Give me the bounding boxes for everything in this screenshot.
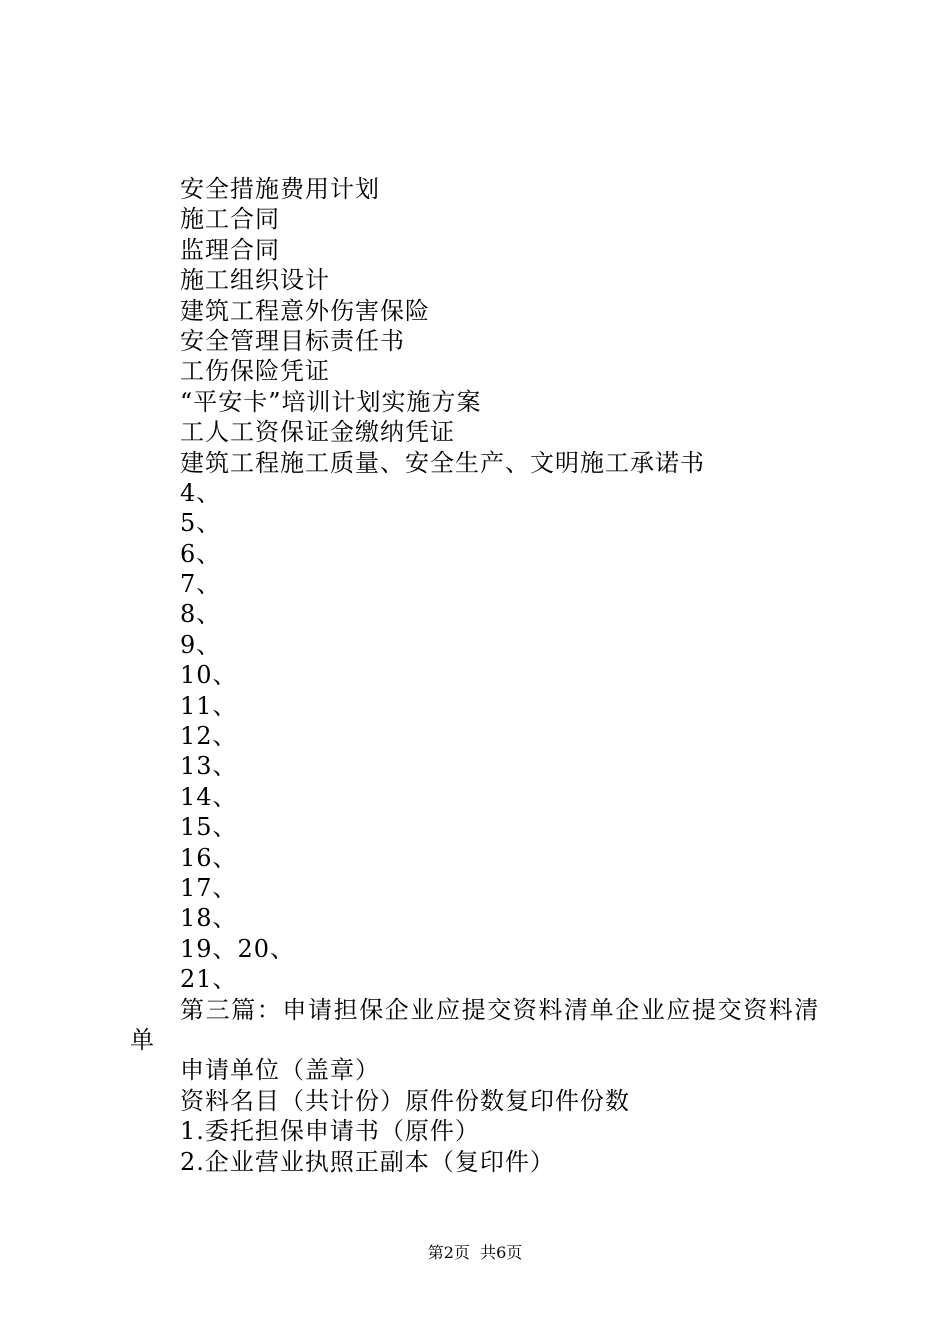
numbered-line: 4、 [180,478,222,507]
numbered-line: 11、 [180,691,238,720]
numbered-line: 21、 [180,965,238,994]
page-footer: 第2页 共6页 [427,1243,523,1262]
body-line: 1.委托担保申请书（原件） [180,1117,480,1146]
body-line: 工人工资保证金缴纳凭证 [180,418,455,447]
numbered-line: 12、 [180,722,238,751]
body-line: 监理合同 [180,235,280,264]
body-line: 建筑工程意外伤害保险 [180,296,430,325]
body-line: 安全措施费用计划 [180,175,380,203]
body-line: 建筑工程施工质量、安全生产、文明施工承诺书 [180,448,705,477]
numbered-line: 6、 [180,539,222,568]
body-line: 申请单位（盖章） [180,1056,380,1085]
numbered-line: 7、 [180,570,222,599]
numbered-line: 10、 [180,661,238,690]
document-body [130,174,840,1177]
numbered-line: 13、 [180,752,238,781]
body-line: 2.企业营业执照正副本（复印件） [180,1147,555,1176]
numbered-line: 5、 [180,509,222,538]
body-line: “平安卡”培训计划实施方案 [180,387,482,416]
body-line: 施工组织设计 [180,266,330,295]
body-line: 资料名目（共计份）原件份数复印件份数 [180,1086,630,1115]
numbered-line: 19、20、 [180,934,296,963]
body-line: 工伤保险凭证 [180,357,330,386]
numbered-line: 17、 [180,873,238,902]
numbered-line: 8、 [180,600,222,629]
section-heading: 第三篇：申请担保企业应提交资料清单企业应提交资料清单 [130,995,820,1054]
numbered-line: 9、 [180,630,222,659]
numbered-line: 15、 [180,813,238,842]
numbered-line: 16、 [180,843,238,872]
body-line: 施工合同 [180,205,280,234]
numbered-line: 14、 [180,782,238,811]
body-line: 安全管理目标责任书 [180,326,405,355]
numbered-line: 18、 [180,904,238,933]
